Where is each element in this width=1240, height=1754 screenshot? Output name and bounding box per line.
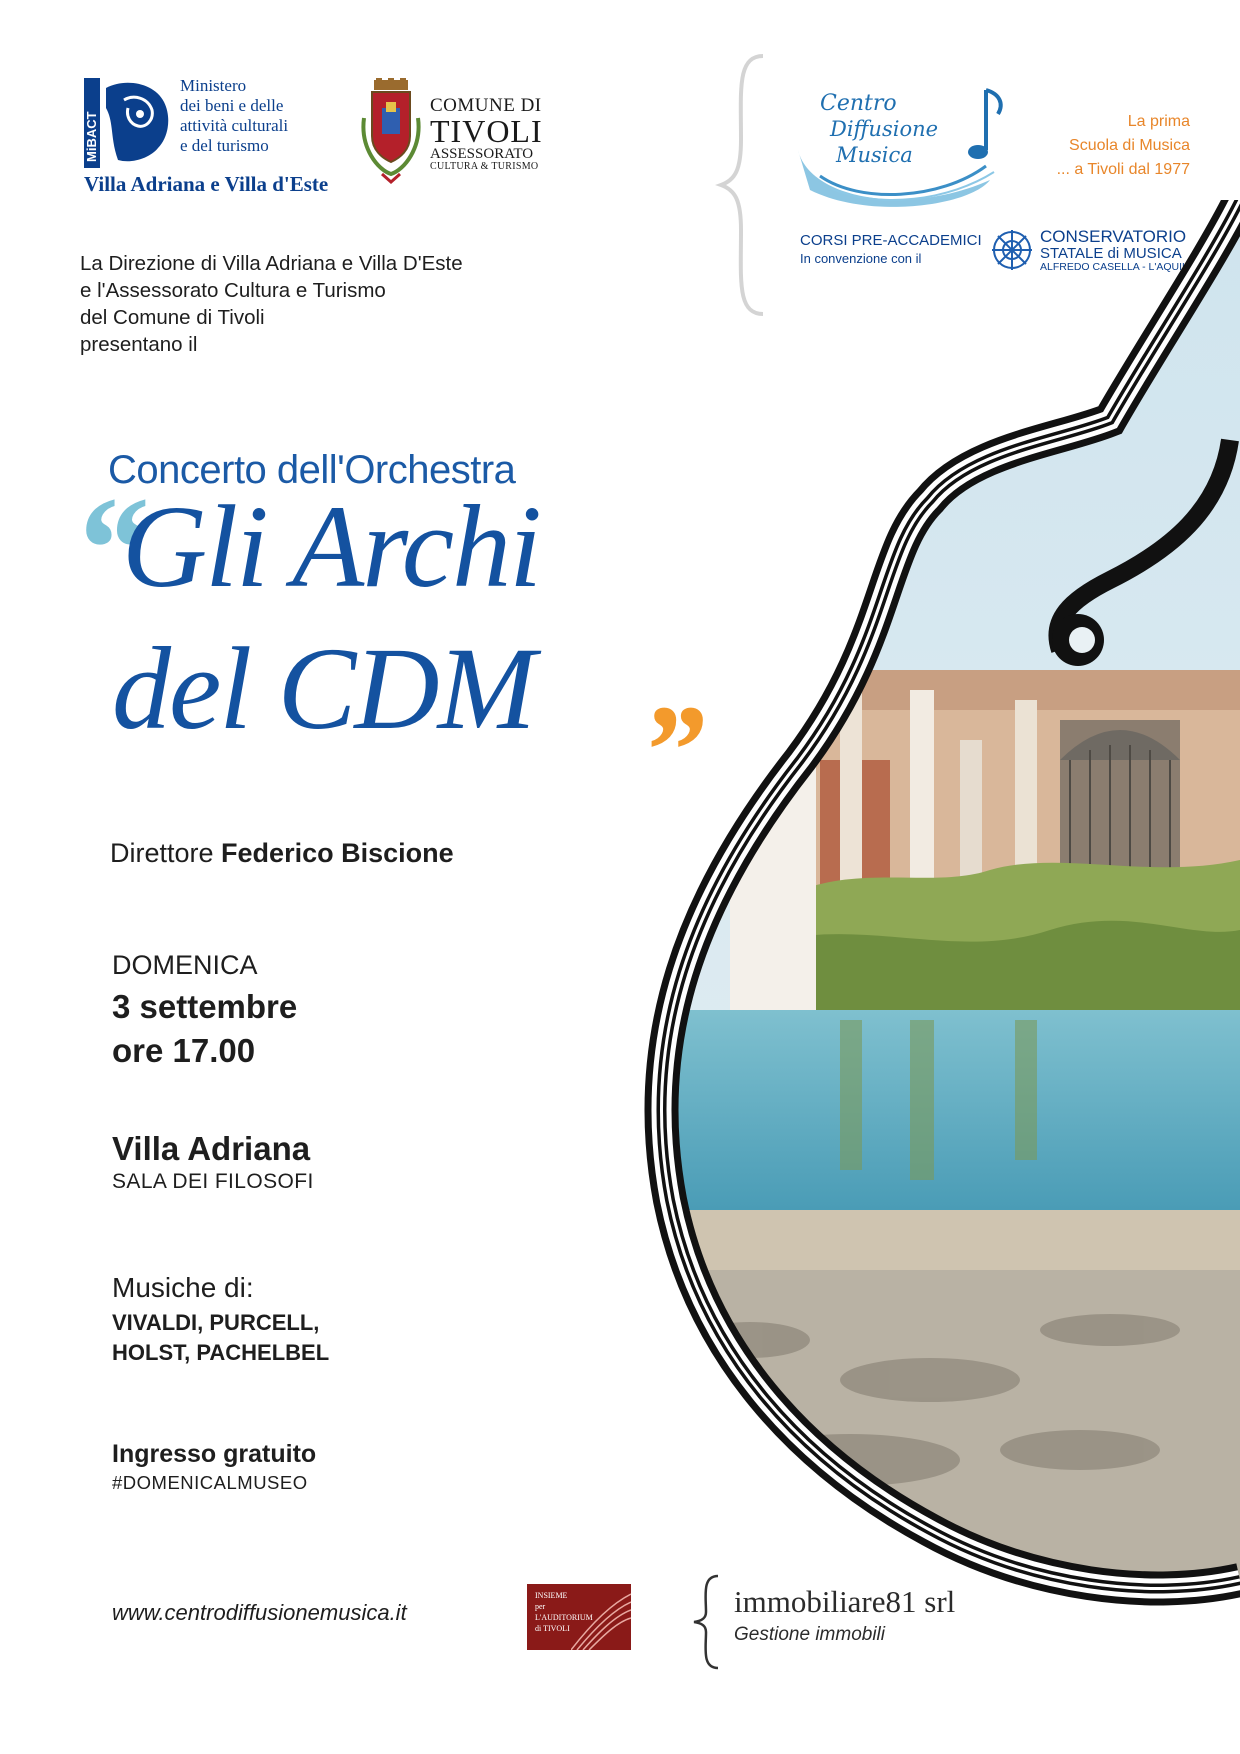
sponsor-name: immobiliare81 srl [734,1584,956,1619]
conservatorio-line1: CONSERVATORIO [1040,227,1187,246]
auditorium-lines-icon [571,1584,631,1650]
composers-line: HOLST, PACHELBEL [112,1340,330,1365]
insieme-line: L'AUDITORIUM [535,1613,593,1622]
cdm-logo-line3: Musica [836,143,913,167]
insieme-line: per [535,1602,546,1611]
mibact-subtitle: Villa Adriana e Villa d'Este [84,172,329,196]
event-day: DOMENICA [112,950,258,980]
program-label: Musiche di: [112,1272,254,1303]
tivoli-line1: COMUNE DI [430,95,542,116]
insieme-auditorium-logo [527,1584,631,1650]
tivoli-line4: CULTURA & TURISMO [430,161,539,172]
insieme-line: INSIEME [535,1591,568,1600]
mibact-logo-icon [84,78,174,168]
event-time: ore 17.00 [112,1032,256,1069]
concerto-subtitle: Concerto dell'Orchestra [108,448,516,492]
cdm-logo-line1: Centro [820,91,897,116]
sponsor-subtitle: Gestione immobili [734,1624,885,1645]
program-composers [112,1308,329,1368]
intro-line: La Direzione di Villa Adriana e Villa D'Este [80,252,463,275]
tivoli-line2: TIVOLI [430,113,543,149]
conservatorio-line2: STATALE di MUSICA [1040,244,1182,262]
composers-line: VIVALDI, PURCELL, [112,1310,320,1335]
cdm-tagline-line: Scuola di Musica [1069,137,1190,154]
tivoli-line3: ASSESSORATO [430,146,534,162]
event-room: SALA DEI FILOSOFI [112,1170,314,1193]
cdm-tagline-line: ... a Tivoli dal 1977 [1056,161,1190,178]
mibact-name [180,76,288,156]
brace-icon [690,1572,724,1672]
mibact-mark-text: MiBACT [84,111,99,162]
website-link[interactable]: www.centrodiffusionemusica.it [112,1600,407,1625]
open-quote: “ [72,466,147,632]
title-line1: Gli Archi [122,481,540,612]
event-date: 3 settembre [112,988,298,1025]
corsi-label: CORSI PRE-ACCADEMICI [800,232,982,249]
intro-text [80,250,463,358]
direttore-name: Federico Biscione [221,838,454,868]
admission-label: Ingresso gratuito [112,1440,317,1468]
convenzione-label: In convenzione con il [800,251,922,266]
mibact-line: dei beni e delle [180,96,284,115]
direttore [110,838,454,869]
cdm-logo-icon [790,80,1020,220]
admission-hashtag: #DOMENICALMUSEO [112,1472,308,1493]
mibact-line: Ministero [180,76,247,95]
direttore-label: Direttore [110,838,214,868]
mibact-line: e del turismo [180,136,269,155]
conservatorio-line3: ALFREDO CASELLA - L'AQUILA [1040,260,1195,273]
tivoli-crest-icon [360,78,422,184]
cdm-tagline-line: La prima [1127,113,1190,130]
tivoli-name [430,96,543,172]
insieme-line: di TIVOLI [535,1624,570,1633]
close-quote: ” [640,679,705,823]
intro-line: presentano il [80,333,198,356]
title-line2: del CDM [112,623,534,754]
cdm-logo-line2: Diffusione [830,117,939,141]
mibact-line: attività culturali [180,116,289,135]
intro-line: e l'Assessorato Cultura e Turismo [80,279,386,302]
violin-villa-adriana-illustration [630,200,1240,1754]
cdm-tagline [1020,110,1190,182]
event-venue: Villa Adriana [112,1130,311,1167]
intro-line: del Comune di Tivoli [80,306,265,329]
